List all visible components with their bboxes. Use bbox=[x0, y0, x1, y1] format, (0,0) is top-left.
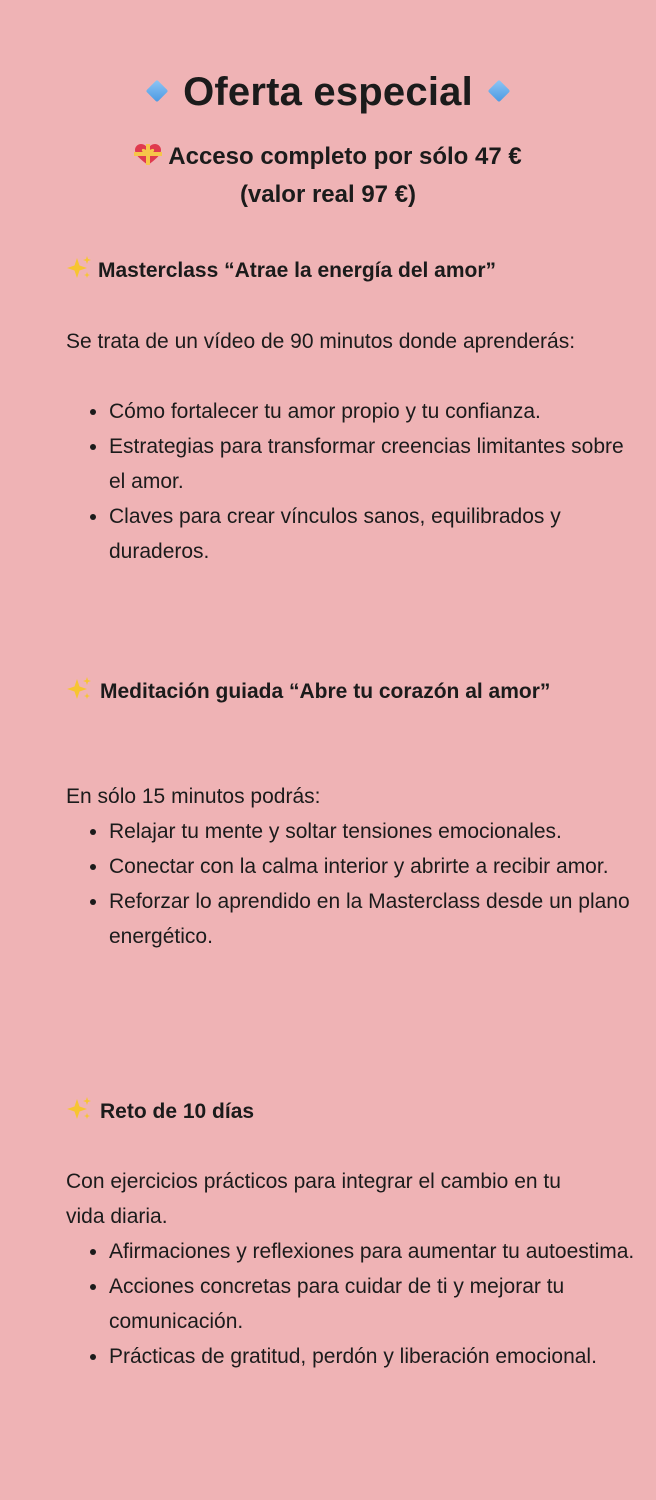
list-item: Relajar tu mente y soltar tensiones emocionales. bbox=[109, 814, 639, 849]
blue-diamond-icon bbox=[146, 80, 169, 103]
blue-diamond-icon bbox=[488, 80, 511, 103]
section-title-meditation bbox=[66, 674, 596, 710]
section-title-challenge bbox=[66, 1094, 596, 1130]
page-title: Oferta especial bbox=[183, 70, 473, 114]
bullet-list bbox=[66, 1234, 639, 1374]
bullet-list bbox=[66, 814, 639, 954]
section-title-text: Meditación guiada “Abre tu corazón al amor” bbox=[100, 680, 551, 703]
section-title-masterclass bbox=[66, 253, 596, 289]
list-item: Estrategias para transformar creencias limitantes sobre el amor. bbox=[109, 429, 639, 499]
list-item: Acciones concretas para cuidar de ti y mejorar tu comunicación. bbox=[109, 1269, 639, 1339]
list-item: Conectar con la calma interior y abrirte a recibir amor. bbox=[109, 849, 639, 884]
sparkles-icon bbox=[66, 1096, 92, 1122]
list-item: Reforzar lo aprendido en la Masterclass desde un plano energético. bbox=[109, 884, 639, 954]
list-item: Claves para crear vínculos sanos, equilibrados y duraderos. bbox=[109, 499, 639, 569]
page-title-row bbox=[0, 64, 656, 120]
list-item: Cómo fortalecer tu amor propio y tu confianza. bbox=[109, 394, 639, 429]
heart-with-ribbon-icon bbox=[134, 143, 162, 167]
list-item: Afirmaciones y reflexiones para aumentar tu autoestima. bbox=[109, 1234, 639, 1269]
section-intro: En sólo 15 minutos podrás: bbox=[66, 785, 321, 808]
section-title-text: Reto de 10 días bbox=[100, 1100, 255, 1123]
section-intro: Con ejercicios prácticos para integrar el cambio en tu vida diaria. bbox=[66, 1170, 561, 1228]
list-item: Prácticas de gratitud, perdón y liberación emocional. bbox=[109, 1339, 639, 1374]
sparkles-icon bbox=[66, 676, 92, 702]
sparkles-icon bbox=[66, 255, 92, 281]
section-intro: Se trata de un vídeo de 90 minutos donde aprenderás: bbox=[66, 330, 576, 353]
offer-price-line1: Acceso completo por sólo 47 € bbox=[168, 143, 522, 170]
offer-price bbox=[0, 138, 656, 214]
offer-price-line2: (valor real 97 €) bbox=[239, 181, 417, 208]
section-title-text: Masterclass “Atrae la energía del amor” bbox=[98, 259, 497, 282]
bullet-list bbox=[66, 394, 639, 569]
